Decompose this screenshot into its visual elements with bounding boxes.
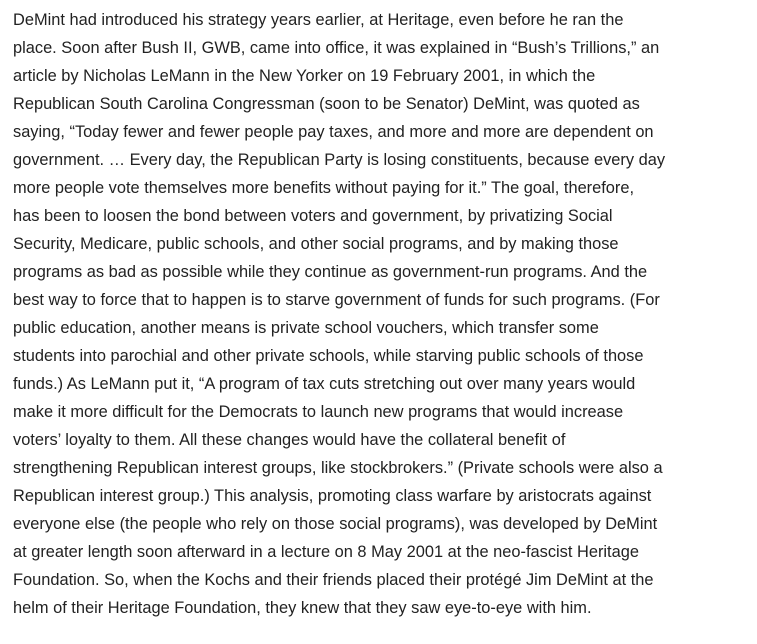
- paragraph-line: more people vote themselves more benefits without paying for it.” The goal, therefore,: [13, 179, 635, 197]
- paragraph-line: students into parochial and other private schools, while starving public schools of those: [13, 347, 644, 365]
- paragraph-line: Security, Medicare, public schools, and other social programs, and by making those: [13, 235, 619, 253]
- paragraph-line: helm of their Heritage Foundation, they knew that they saw eye-to-eye with him.: [13, 599, 592, 617]
- paragraph-line: Republican South Carolina Congressman (soon to be Senator) DeMint, was quoted as: [13, 95, 640, 113]
- paragraph-line: at greater length soon afterward in a lecture on 8 May 2001 at the neo-fascist Heritage: [13, 543, 639, 561]
- paragraph-line: voters’ loyalty to them. All these changes would have the collateral benefit of: [13, 431, 566, 449]
- paragraph-line: funds.) As LeMann put it, “A program of tax cuts stretching out over many years would: [13, 375, 636, 393]
- paragraph-line: Republican interest group.) This analysis, promoting class warfare by aristocrats against: [13, 487, 652, 505]
- paragraph-line: saying, “Today fewer and fewer people pay taxes, and more and more are dependent on: [13, 123, 654, 141]
- paragraph-line: government. … Every day, the Republican Party is losing constituents, because every day: [13, 151, 666, 169]
- paragraph-line: programs as bad as possible while they continue as government-run programs. And the: [13, 263, 648, 281]
- paragraph-line: place. Soon after Bush II, GWB, came into office, it was explained in “Bush’s Trillions,” an: [13, 39, 660, 57]
- paragraph-line: make it more difficult for the Democrats to launch new programs that would increase: [13, 403, 624, 421]
- paragraph-line: everyone else (the people who rely on those social programs), was developed by DeMint: [13, 515, 658, 533]
- paragraph-line: public education, another means is private school vouchers, which transfer some: [13, 319, 599, 337]
- paragraph-line: best way to force that to happen is to starve government of funds for such programs. (For: [13, 291, 660, 309]
- paragraph-line: DeMint had introduced his strategy years earlier, at Heritage, even before he ran the: [13, 11, 624, 29]
- paragraph-line: article by Nicholas LeMann in the New Yorker on 19 February 2001, in which the: [13, 67, 596, 85]
- paragraph-line: has been to loosen the bond between voters and government, by privatizing Social: [13, 207, 613, 225]
- article-paragraph: [13, 6, 753, 622]
- paragraph-line: Foundation. So, when the Kochs and their friends placed their protégé Jim DeMint at the: [13, 571, 654, 589]
- paragraph-line: strengthening Republican interest groups, like stockbrokers.” (Private schools were also a: [13, 459, 663, 477]
